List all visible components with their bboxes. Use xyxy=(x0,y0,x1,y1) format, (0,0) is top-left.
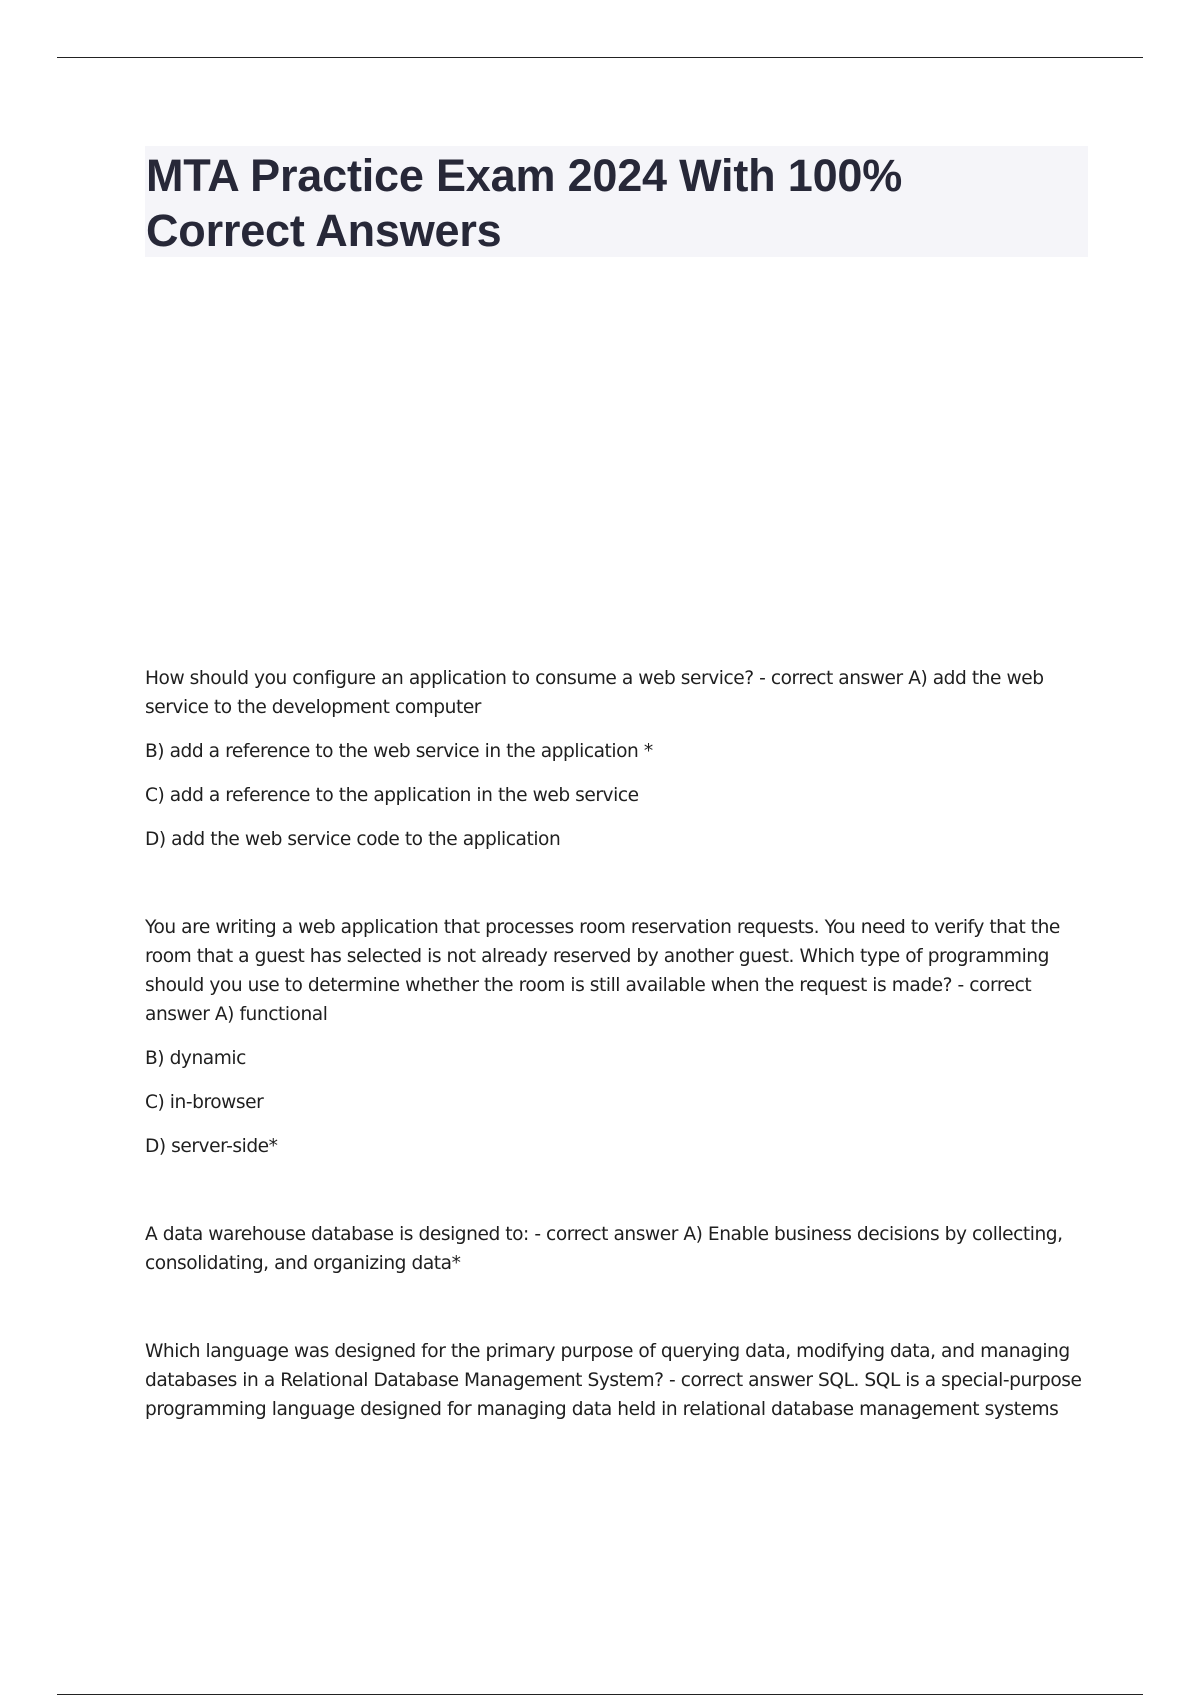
question-1-option-c: C) add a reference to the application in the web service xyxy=(145,785,639,806)
question-2-option-b: B) dynamic xyxy=(145,1048,246,1069)
title-line-2: Correct Answers xyxy=(146,205,502,256)
question-1-option-d: D) add the web service code to the application xyxy=(145,829,561,850)
title-line-1: MTA Practice Exam 2024 With 100% xyxy=(146,150,903,201)
question-2-option-c: C) in-browser xyxy=(145,1092,264,1113)
footer-rule xyxy=(57,1694,1143,1695)
question-1-text: How should you configure an application to consume a web service? - correct answer A) add the web service to the development computer xyxy=(145,668,1044,718)
question-3-text: A data warehouse database is designed to: - correct answer A) Enable business decisions by collecting, consolidating, and organizing data* xyxy=(145,1224,1063,1274)
question-1-option-b: B) add a reference to the web service in the application * xyxy=(145,741,653,762)
header-rule xyxy=(57,57,1143,58)
title-block xyxy=(145,146,1088,257)
question-2-text: You are writing a web application that processes room reservation requests. You need to verify that the room that a guest has selected is not already reserved by another guest. Which type of programming should you use to determine whether the room is still available when the request is made? - correct answer A) functional xyxy=(145,917,1060,1025)
document-title xyxy=(145,146,1088,258)
questions-body xyxy=(145,664,1090,1424)
question-4-text: Which language was designed for the primary purpose of querying data, modifying data, and managing databases in a Relational Database Management System? - correct answer SQL. SQL is a special-purpose programming language designed for managing data held in relational database management systems xyxy=(145,1341,1082,1420)
question-2-option-d: D) server-side* xyxy=(145,1136,278,1157)
